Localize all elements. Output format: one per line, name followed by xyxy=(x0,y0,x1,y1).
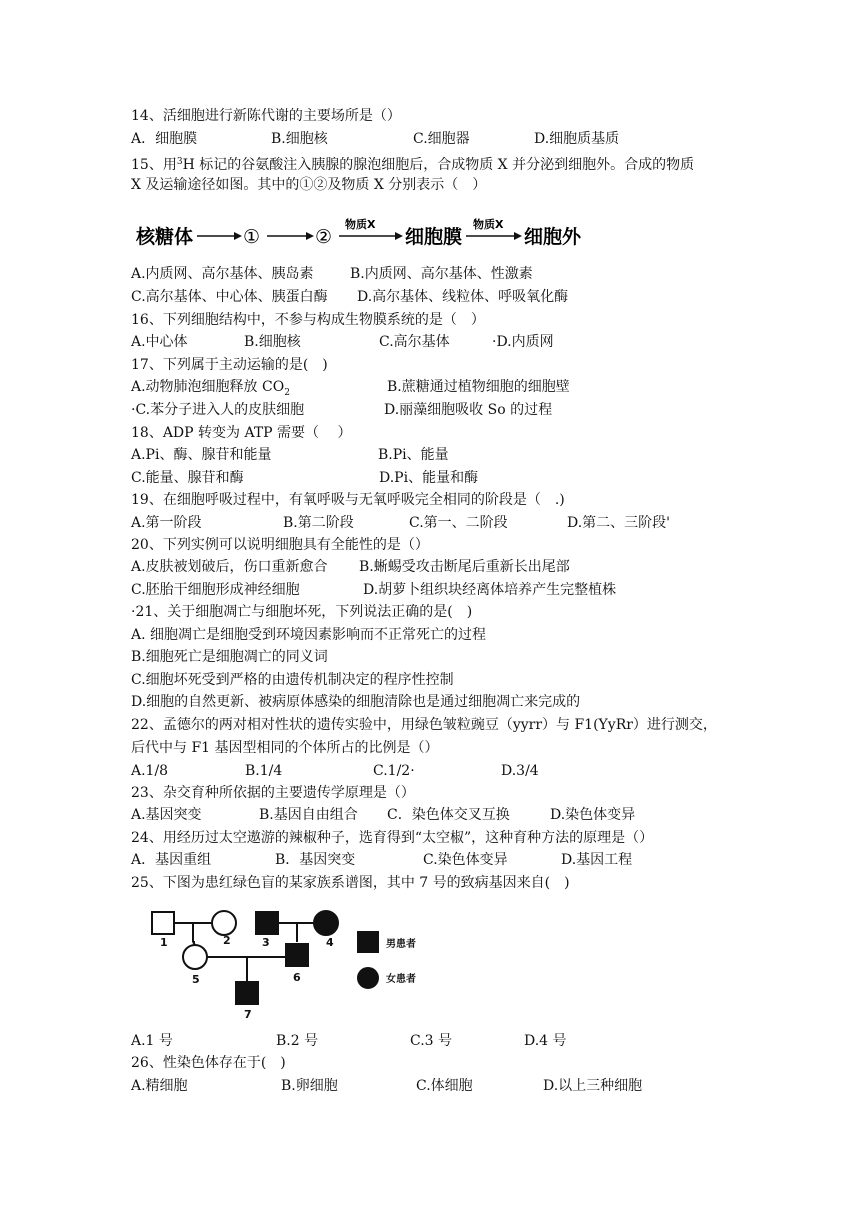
q24-stem: 24、用经历过太空遨游的辣椒种子，选育得到“太空椒”，这种育种方法的原理是（） xyxy=(131,830,654,846)
q17-stem: 17、下列属于主动运输的是( ) xyxy=(131,357,328,373)
q15-stem: 15、用$^3$H 标记的谷氨酸注入胰腺的腺泡细胞后，合成物质 X 并分泌到细胞外。合成的物质 xyxy=(131,157,695,173)
pedigree-label-3: 3 xyxy=(262,936,270,949)
q18-stem: 18、ADP 转变为 ATP 需要（ ） xyxy=(131,425,352,441)
q23-option-b: B.基因自由组合 xyxy=(259,807,358,823)
q14-stem: 14、活细胞进行新陈代谢的主要场所是（） xyxy=(131,108,401,124)
pedigree-individual-1 xyxy=(152,912,174,934)
q20-option-d: D.胡萝卜组织块经离体培养产生完整植株 xyxy=(363,582,617,598)
q15-option-b: B.内质网、高尔基体、性激素 xyxy=(350,266,533,282)
legend-female-label: 女患者 xyxy=(386,974,416,985)
q15-option-d: D.高尔基体、线粒体、呼吸氧化酶 xyxy=(357,289,569,305)
q15-stem-line2: X 及运输途径如图。其中的①②及物质 X 分别表示（ ） xyxy=(131,177,487,193)
q26-option-b: B.卵细胞 xyxy=(281,1078,338,1094)
q17-option-c: ·C.苯分子进入人的皮肤细胞 xyxy=(131,402,305,418)
q18-option-a: A.Pi、酶、腺苷和能量 xyxy=(131,447,272,463)
q21-stem: ·21、关于细胞凋亡与细胞坏死，下列说法正确的是( ) xyxy=(131,604,473,620)
pedigree-individual-4 xyxy=(314,911,338,935)
q26-option-c: C.体细胞 xyxy=(416,1078,473,1094)
pedigree-label-7: 7 xyxy=(244,1008,252,1021)
q24-option-d: D.基因工程 xyxy=(561,852,633,868)
flow-arrow-label-2: 物质X xyxy=(473,218,504,231)
q16-option-c: C.高尔基体 xyxy=(379,334,450,350)
q25-option-c: C.3 号 xyxy=(410,1033,453,1049)
color-blindness-pedigree xyxy=(140,902,450,1022)
q14-option-c: C.细胞器 xyxy=(413,131,470,147)
q23-option-d: D.染色体变异 xyxy=(550,807,636,823)
q16-option-a: A.中心体 xyxy=(131,334,188,350)
q22-option-b: B.1/4 xyxy=(245,763,283,779)
q14-option-a: A．细胞膜 xyxy=(131,131,198,147)
q21-option-b: B.细胞死亡是细胞凋亡的同义词 xyxy=(131,649,328,665)
q23-option-c: C．染色体交叉互换 xyxy=(387,807,510,823)
flow-node-outside: 细胞外 xyxy=(524,226,582,248)
flow-node-membrane: 细胞膜 xyxy=(405,226,463,248)
q16-stem: 16、下列细胞结构中，不参与构成生物膜系统的是（ ） xyxy=(131,312,485,328)
secretion-pathway-diagram xyxy=(131,212,601,256)
q25-option-b: B.2 号 xyxy=(276,1033,319,1049)
q22-stem-line2: 后代中与 F1 基因型相同的个体所占的比例是（） xyxy=(131,740,439,756)
q16-option-d: ·D.内质网 xyxy=(492,334,554,350)
q18-option-b: B.Pi、能量 xyxy=(378,447,449,463)
q16-option-b: B.细胞核 xyxy=(244,334,301,350)
q26-option-a: A.精细胞 xyxy=(131,1078,188,1094)
q25-stem: 25、下图为患红绿色盲的某家族系谱图，其中 7 号的致病基因来自( ) xyxy=(131,875,570,891)
q24-option-c: C.染色体变异 xyxy=(423,852,508,868)
q21-option-a: A. 细胞凋亡是细胞受到环境因素影响而不正常死亡的过程 xyxy=(131,627,487,643)
flow-arrow-label-1: 物质X xyxy=(345,218,376,231)
q19-option-d: D.第二、三阶段' xyxy=(567,515,671,531)
q17-option-d: D.丽藻细胞吸收 So 的过程 xyxy=(384,402,553,418)
q18-option-c: C.能量、腺苷和酶 xyxy=(131,470,244,486)
q20-option-a: A.皮肤被划破后，伤口重新愈合 xyxy=(131,559,328,575)
q19-stem: 19、在细胞呼吸过程中，有氧呼吸与无氧呼吸完全相同的阶段是（ .) xyxy=(131,492,565,508)
q15-option-c: C.高尔基体、中心体、胰蛋白酶 xyxy=(131,289,328,305)
legend-male-label: 男患者 xyxy=(386,939,416,950)
q23-stem: 23、杂交育种所依据的主要遗传学原理是（） xyxy=(131,785,415,801)
q21-option-d: D.细胞的自然更新、被病原体感染的细胞清除也是通过细胞凋亡来完成的 xyxy=(131,694,581,710)
q26-stem: 26、性染色体存在于( ) xyxy=(131,1055,286,1071)
q17-option-a: A.动物肺泡细胞释放 $CO_2$ xyxy=(131,379,290,398)
q22-option-a: A.1/8 xyxy=(131,763,169,779)
q23-option-a: A.基因突变 xyxy=(131,807,202,823)
q24-option-b: B．基因突变 xyxy=(275,852,356,868)
flow-node-1: ① xyxy=(243,226,261,248)
pedigree-individual-3 xyxy=(256,912,278,934)
q21-option-c: C.细胞坏死受到严格的由遗传机制决定的程序性控制 xyxy=(131,672,454,688)
pedigree-individual-6 xyxy=(286,944,308,966)
q25-option-d: D.4 号 xyxy=(524,1033,567,1049)
pedigree-label-4: 4 xyxy=(326,936,334,949)
legend-female-affected-icon xyxy=(358,968,378,988)
q25-option-a: A.1 号 xyxy=(131,1033,173,1049)
q22-option-d: D.3/4 xyxy=(501,763,539,779)
flow-node-2: ② xyxy=(315,226,333,248)
q19-option-a: A.第一阶段 xyxy=(131,515,202,531)
pedigree-label-1: 1 xyxy=(160,936,168,949)
q20-option-c: C.胚胎干细胞形成神经细胞 xyxy=(131,582,300,598)
pedigree-label-5: 5 xyxy=(192,973,200,986)
q18-option-d: D.Pi、能量和酶 xyxy=(379,470,479,486)
legend-male-affected-icon xyxy=(358,932,378,952)
q20-option-b: B.蜥蜴受攻击断尾后重新长出尾部 xyxy=(359,559,570,575)
pedigree-individual-2 xyxy=(212,911,236,935)
q24-option-a: A．基因重组 xyxy=(131,852,212,868)
q20-stem: 20、下列实例可以说明细胞具有全能性的是（） xyxy=(131,537,429,553)
q19-option-b: B.第二阶段 xyxy=(283,515,354,531)
pedigree-label-6: 6 xyxy=(293,971,301,984)
q15-option-a: A.内质网、高尔基体、胰岛素 xyxy=(131,266,314,282)
q19-option-c: C.第一、二阶段 xyxy=(409,515,508,531)
pedigree-label-2: 2 xyxy=(223,934,231,947)
q14-option-b: B.细胞核 xyxy=(271,131,328,147)
q22-stem: 22、孟德尔的两对相对性状的遗传实验中，用绿色皱粒豌豆（yyrr）与 F1(YyRr）进行测交， xyxy=(131,717,717,733)
flow-node-ribosome: 核糖体 xyxy=(136,226,194,248)
q14-option-d: D.细胞质基质 xyxy=(534,131,620,147)
q26-option-d: D.以上三种细胞 xyxy=(543,1078,643,1094)
q17-option-b: B.蔗糖通过植物细胞的细胞壁 xyxy=(387,379,570,395)
pedigree-individual-7 xyxy=(236,982,258,1004)
q22-option-c: C.1/2· xyxy=(373,763,415,779)
pedigree-individual-5 xyxy=(183,945,207,969)
